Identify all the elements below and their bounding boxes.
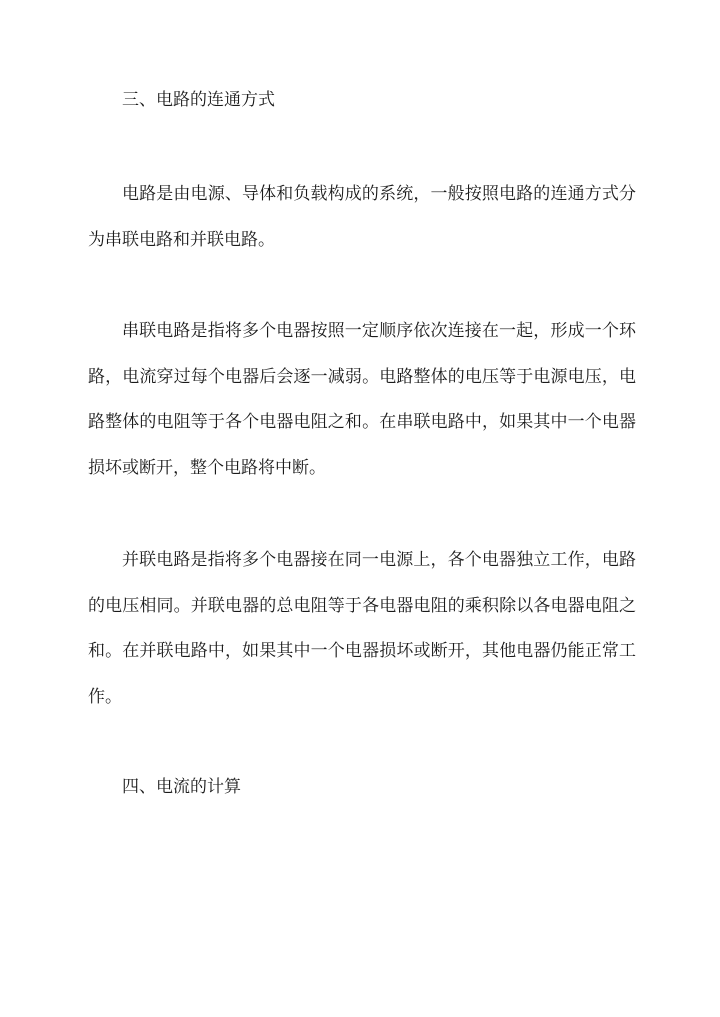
section-heading-4: 四、电流的计算 <box>122 777 241 797</box>
paragraph-parallel-circuit: 并联电路是指将多个电器接在同一电源上，各个电器独立工作，电路的电压相同。并联电器的总电阻等于各电器电阻的乘积除以各电器电阻之和。在并联电路中，如果其中一个电器损坏或断开，其他电器仍能正常工作。 <box>88 550 636 707</box>
section-heading-3: 三、电路的连通方式 <box>122 90 275 110</box>
paragraph-series-circuit: 串联电路是指将多个电器按照一定顺序依次连接在一起，形成一个环路，电流穿过每个电器后会逐一减弱。电路整体的电压等于电源电压，电路整体的电阻等于各个电器电阻之和。在串联电路中，如果其中一个电器损坏或断开，整个电路将中断。 <box>88 321 636 478</box>
paragraph-circuit-definition: 电路是由电源、导体和负载构成的系统，一般按照电路的连通方式分为串联电路和并联电路。 <box>88 184 636 250</box>
